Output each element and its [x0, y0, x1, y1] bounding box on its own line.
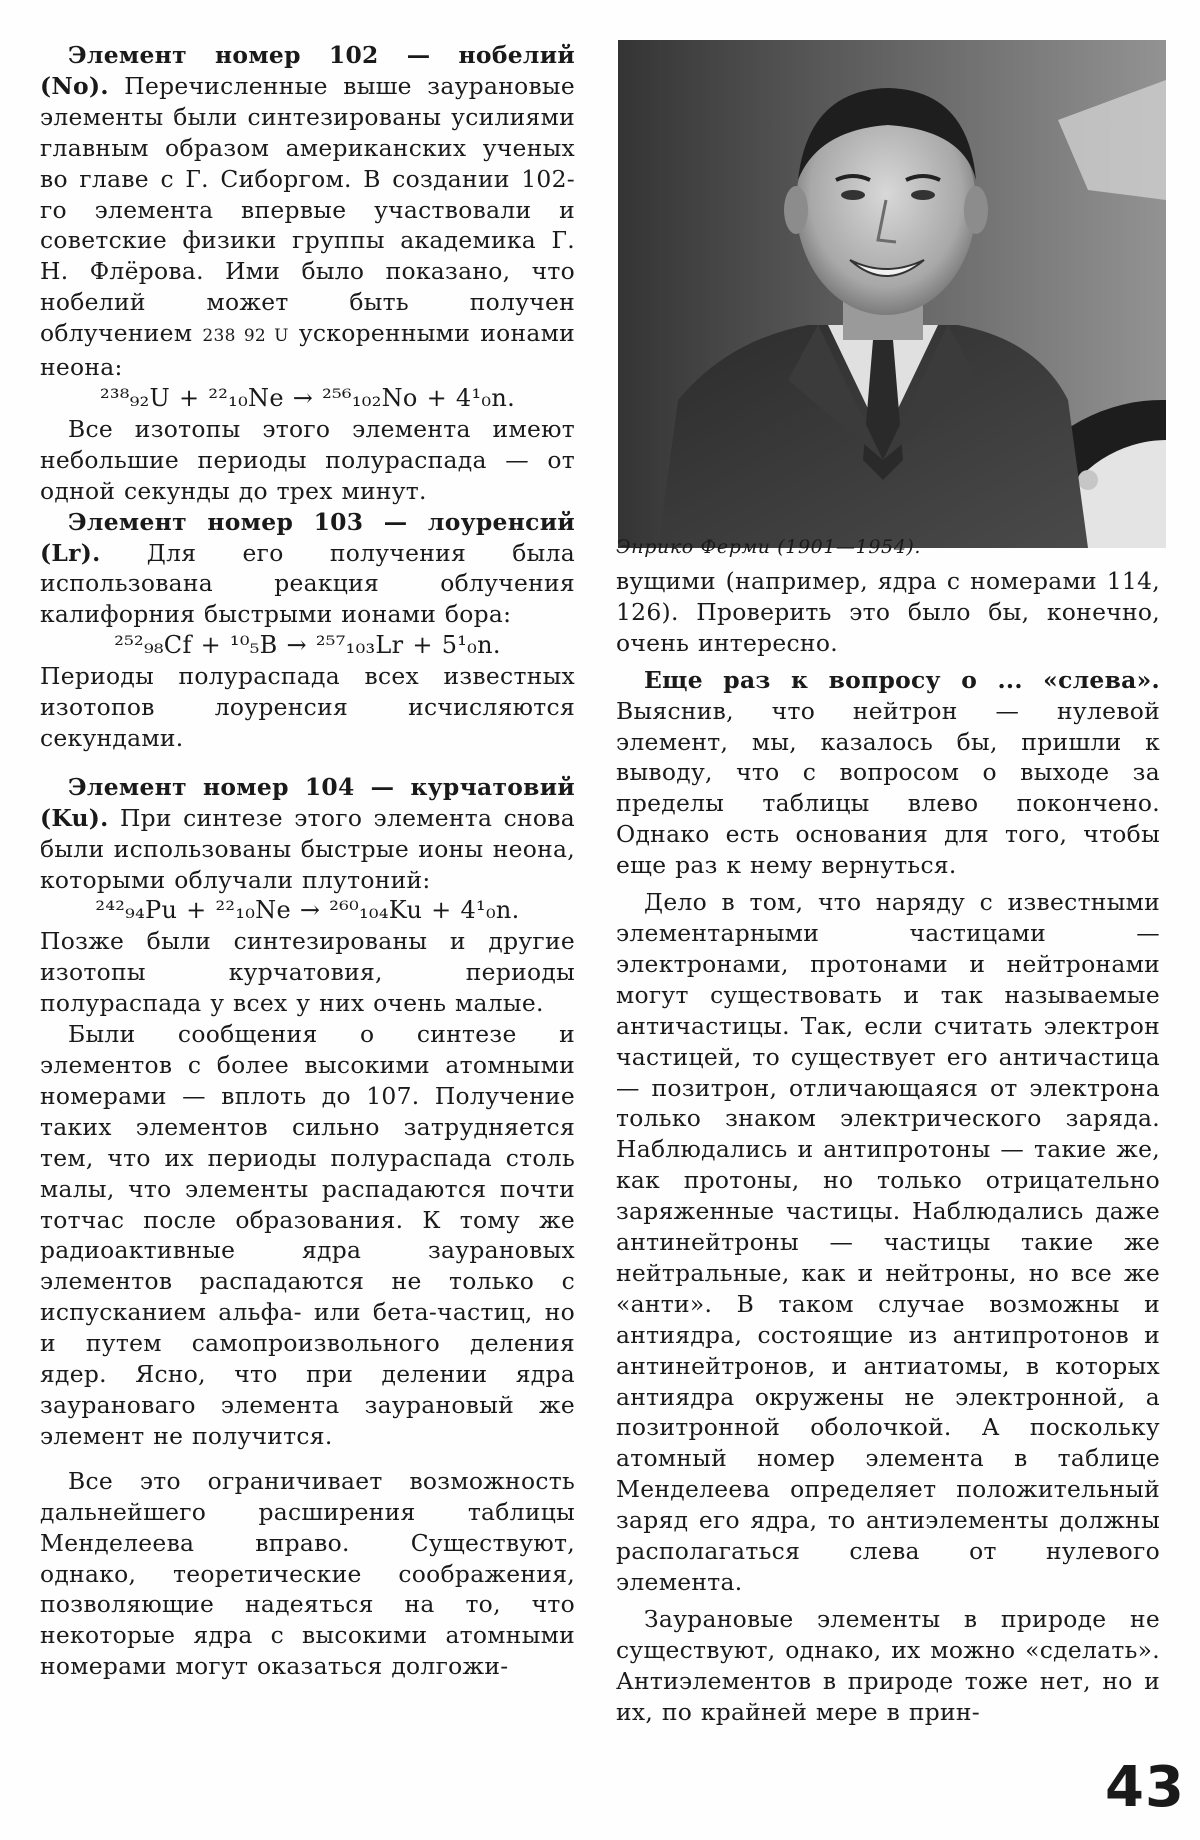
paragraph-lawrencium: Элемент номер 103 — лоуренсий (Lr). Для его получения была использована реакция облучения калифорния быстрыми ионами бора:	[40, 507, 575, 629]
paragraph-table-extension: Все это ограничивает возможность дальнейшего расширения таблицы Менделеева вправо. Существуют, однако, теоретические соображения, позволяющие надеяться на то, что некоторые ядра с высокими атомными номерами могут оказаться долгожи-	[40, 1466, 575, 1681]
heading-nobelium: Элемент номер 102 — нобелий (No).	[40, 41, 575, 100]
heading-lawrencium: Элемент номер 103 — лоуренсий (Lr).	[40, 507, 575, 567]
paragraph-left-question: Еще раз к вопросу о ... «слева». Выяснив, что нейтрон — нулевой элемент, мы, казалось бы, пришли к выводу, что с вопросом о выходе за пределы таблицы влево покончено. Однако есть основания для того, чтобы еще раз к нему вернуться.	[616, 665, 1160, 880]
paragraph-antiparticles: Дело в том, что наряду с известными элементарными частицами — электронами, протонами и нейтронами могут существовать и так называемые античастицы. Так, если считать электрон частицей, то существует его античастица — позитрон, отличающаяся от электрона только знаком электрического заряда. Наблюдались и антипротоны — такие же, как протоны, но только отрицательно заряженные частицы. Наблюдались даже антинейтроны — частицы такие же нейтральные, как и нейтроны, но все же «анти». В таком случае возможны и антиядра, состоящие из антипротонов и антинейтронов, и антиатомы, в которых антиядра окружены не электронной, а позитронной оболочкой. А поскольку атомный номер элемента в таблице Менделеева определяет положительный заряд его ядра, то антиэлементы должны располагаться слева от нулевого элемента.	[616, 888, 1160, 1596]
heading-kurchatovium: Элемент номер 104 — курчатовий (Ku).	[40, 772, 575, 832]
paragraph-kurchatovium-isotopes: Позже были синтезированы и другие изотопы курчатовия, периоды полураспада у всех у них очень малые.	[40, 927, 575, 1018]
isotope-u238: 238 92 U	[202, 326, 289, 347]
formula-kurchatovium: ²⁴²₉₄Pu + ²²₁₀Ne → ²⁶⁰₁₀₄Ku + 4¹₀n.	[95, 896, 520, 925]
paragraph-continuation: вущими (например, ядра с номерами 114, 126). Проверить это было бы, конечно, очень интересно.	[616, 567, 1160, 657]
paragraph-nobelium: Элемент номер 102 — нобелий (No). Перечисленные выше заурановые элементы были синтезированы усилиями главным образом американских ученых во главе с Г. Сиборгом. В создании 102-го элемента впервые участвовали и советские физики группы академика Г. Н. Флёрова. Ими было показано, что нобелий может быть получен облучением 238 92 U ускоренными ионами неона:	[40, 41, 575, 382]
paragraph-nobelium-isotopes: Все изотопы этого элемента имеют небольшие периоды полураспада — от одной секунды до трех минут.	[40, 414, 575, 505]
formula-lawrencium: ²⁵²₉₈Cf + ¹⁰₅B → ²⁵⁷₁₀₃Lr + 5¹₀n.	[114, 631, 501, 660]
paragraph-kurchatovium: Элемент номер 104 — курчатовий (Ku). При синтезе этого элемента снова были использованы быстрые ионы неона, которыми облучали плутоний:	[40, 772, 575, 894]
enrico-fermi-portrait-image	[618, 40, 1166, 548]
paragraph-heavy-elements: Были сообщения о синтезе и элементов с более высокими атомными номерами — вплоть до 107. Получение таких элементов сильно затрудняется тем, что их периоды полураспада столь малы, что элементы распадаются почти тотчас после образования. К тому же радиоактивные ядра заурановых элементов распадаются не только с испусканием альфа- или бета-частиц, но и путем самопроизвольного деления ядер. Ясно, что при делении ядра заурановаго элемента заурановый же элемент не получится.	[40, 1020, 575, 1450]
right-column	[616, 566, 1160, 1728]
formula-nobelium: ²³⁸₉₂U + ²²₁₀Ne → ²⁵⁶₁₀₂No + 4¹₀n.	[99, 383, 516, 412]
heading-left-question: Еще раз к вопросу о ... «слева».	[644, 665, 1160, 694]
page-number: 43	[1105, 1755, 1185, 1820]
portrait-photo	[618, 40, 1166, 548]
left-column	[40, 40, 575, 1682]
photo-caption: Энрико Ферми (1901—1954).	[616, 536, 922, 558]
paragraph-lawrencium-isotopes: Периоды полураспада всех известных изотопов лоуренсия исчисляются секундами.	[40, 662, 575, 752]
paragraph-antielements: Заурановые элементы в природе не существуют, однако, их можно «сделать». Антиэлементов в природе тоже нет, но и их, по крайней мере в прин-	[616, 1604, 1160, 1726]
